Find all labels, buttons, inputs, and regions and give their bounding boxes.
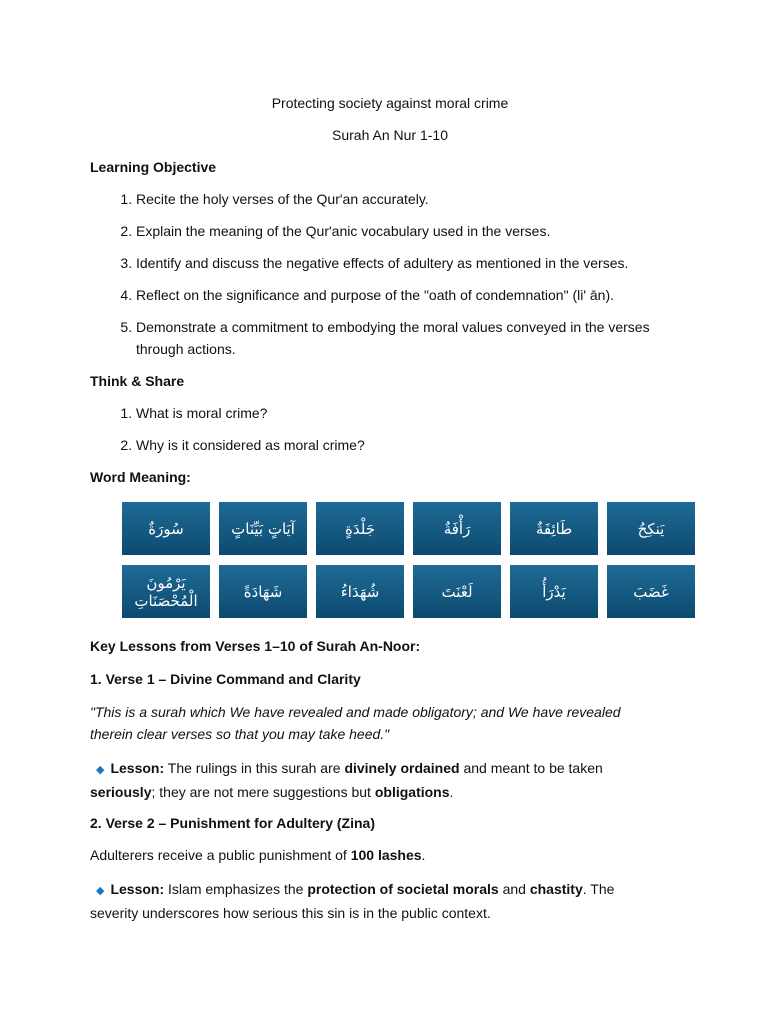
word-tile: شُهَدَاءُ — [316, 565, 404, 618]
word-tile: آيَاتٍ بَيِّنَاتٍ — [219, 502, 307, 555]
word-tile: شَهَادَةً — [219, 565, 307, 618]
verse1-quote: "This is a surah which We have revealed and made obligatory; and We have revealed therein clear verses so that you may take heed." — [90, 704, 621, 742]
list-item: 1. Recite the holy verses of the Qur'an accurately. — [136, 188, 690, 210]
word-tile: يَرْمُونَ الْمُحْصَنَاتِ — [122, 565, 210, 618]
lesson-label: Lesson: — [110, 760, 165, 776]
word-tile: رَأْفَةٌ — [413, 502, 501, 555]
list-item: 2. Why is it considered as moral crime? — [136, 434, 690, 456]
word-tile: سُورَةٌ — [122, 502, 210, 555]
learning-objective-list — [90, 188, 690, 360]
verse2-text: Adulterers receive a public punishment of 100 lashes. — [90, 847, 426, 863]
document-subtitle: Surah An Nur 1-10 — [332, 127, 448, 143]
list-item: 5. Demonstrate a commitment to embodying the moral values conveyed in the verses through actions. — [136, 316, 690, 360]
verse2-heading: 2. Verse 2 – Punishment for Adultery (Zina) — [90, 815, 375, 831]
word-tile: جَلْدَةٍ — [316, 502, 404, 555]
list-item: 2. Explain the meaning of the Qur'anic vocabulary used in the verses. — [136, 220, 690, 242]
word-meaning-heading: Word Meaning: — [90, 469, 191, 485]
list-item: 1. What is moral crime? — [136, 402, 690, 424]
document-body — [90, 92, 690, 488]
word-tile: طَائِفَةٌ — [510, 502, 598, 555]
verse1-lesson: ◆ Lesson: The rulings in this surah are divinely ordained and meant to be taken seriously; they are not mere suggestions but obligations. — [90, 760, 603, 800]
word-tile: يَدْرَأُ — [510, 565, 598, 618]
word-meaning-grid — [122, 502, 695, 618]
think-share-list — [90, 402, 690, 456]
think-share-heading: Think & Share — [90, 373, 185, 389]
list-item: 4. Reflect on the significance and purpose of the "oath of condemnation" (li' ān). — [136, 284, 690, 306]
learning-objective-heading: Learning Objective — [90, 159, 217, 175]
list-item: 3. Identify and discuss the negative effects of adultery as mentioned in the verses. — [136, 252, 690, 274]
verse1-heading: 1. Verse 1 – Divine Command and Clarity — [90, 671, 361, 687]
diamond-bullet-icon: ◆ — [96, 764, 105, 776]
verse2-lesson: ◆ Lesson: Islam emphasizes the protection of societal morals and chastity. The severity underscores how serious this sin is in the public context. — [90, 881, 615, 921]
document-title: Protecting society against moral crime — [271, 95, 509, 111]
word-tile: يَنكِحُ — [607, 502, 695, 555]
word-tile: لَعْنَتَ — [413, 565, 501, 618]
diamond-bullet-icon: ◆ — [96, 885, 105, 897]
word-tile: غَضَبَ — [607, 565, 695, 618]
lesson-label: Lesson: — [110, 881, 165, 897]
key-lessons-heading: Key Lessons from Verses 1–10 of Surah An-Noor: — [90, 638, 421, 654]
